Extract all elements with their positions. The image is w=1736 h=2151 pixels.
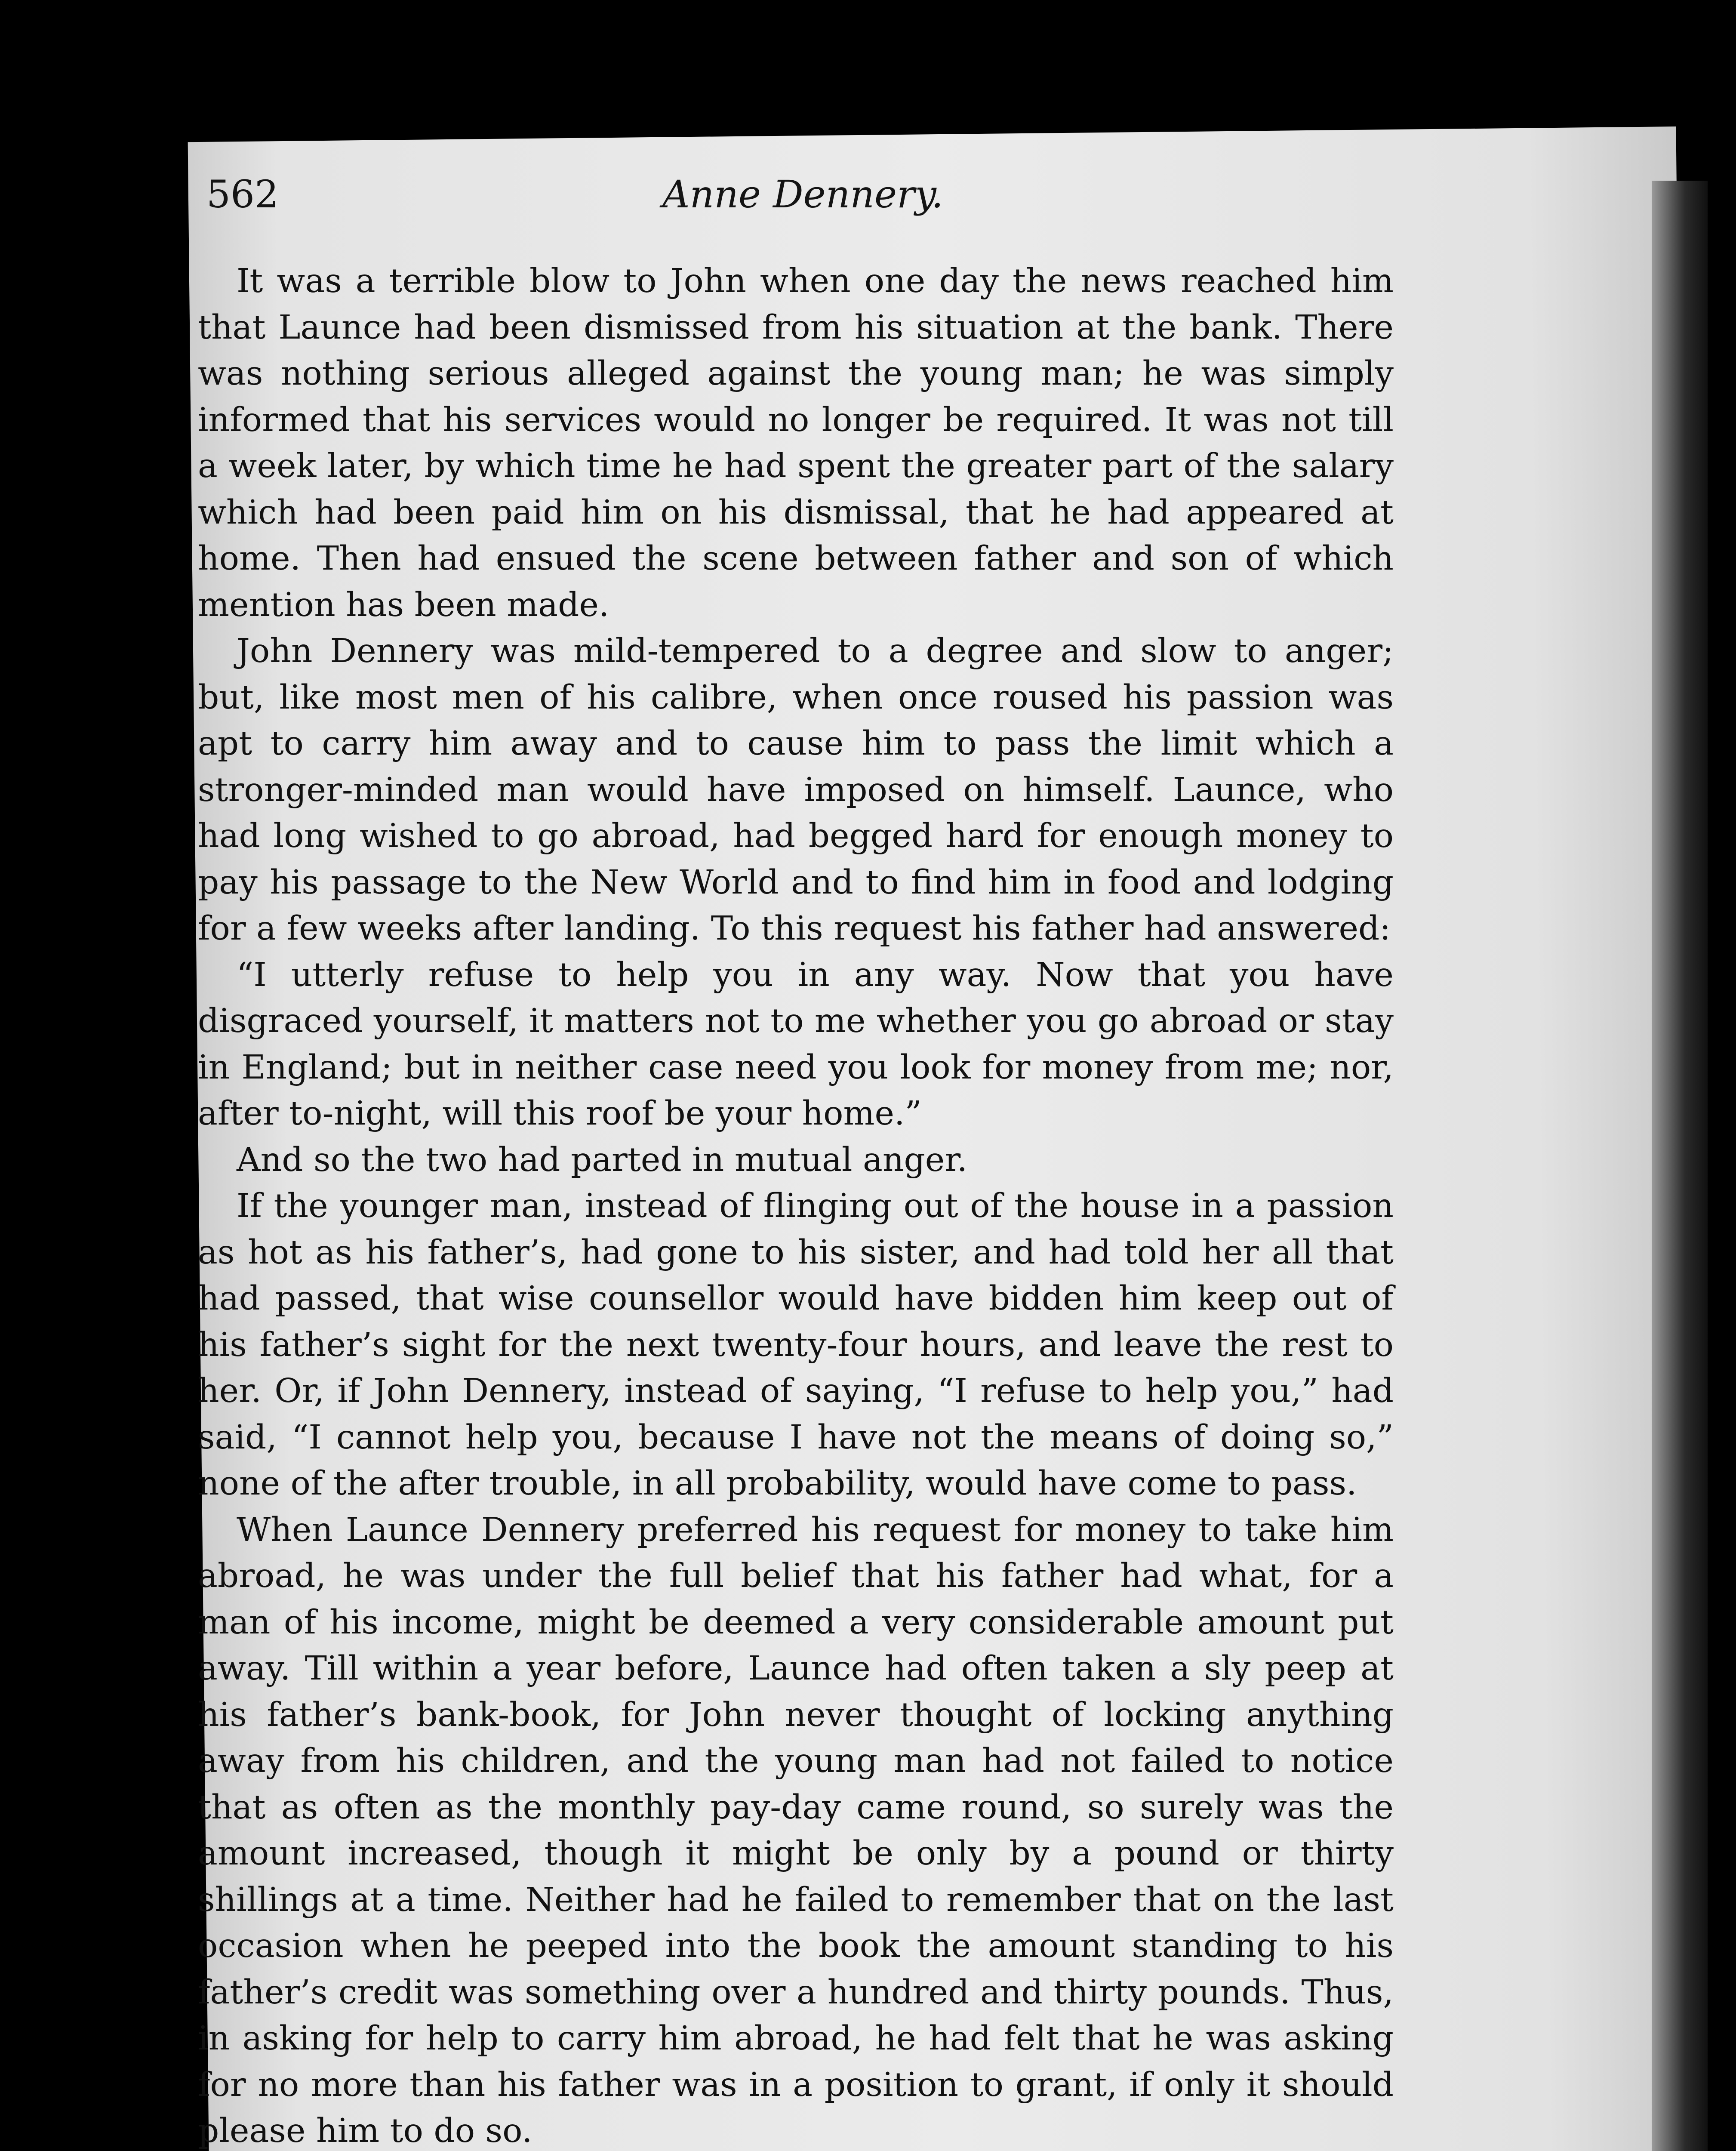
paragraph: If the younger man, instead of flinging out of the house in a passion as hot as his father’s, had gone to his sister, and had told her all that had passed, that wise counsellor would have bidden him keep out of his father’s sight for the next twenty-four hours, and leave the rest to her. Or, if John Dennery, instead of saying, “I refuse to help you,” had said, “I cannot help you, because I have not the means of doing so,” none of the after trouble, in all probability, would have come to pass. bbox=[198, 1187, 1394, 1503]
body-text bbox=[198, 258, 1394, 2151]
paragraph: When Launce Dennery preferred his request for money to take him abroad, he was under the full belief that his father had what, for a man of his income, might be deemed a very considerable amount put away. Till within a year before, Launce had often taken a sly peep at his father’s bank-book, for John never thought of locking anything away from his children, and the young man had not failed to notice that as often as the monthly pay-day came round, so surely was the amount increased, though it might be only by a pound or thirty shillings at a time. Neither had he failed to remember that on the last occasion when he peeped into the book the amount standing to his father’s credit was something over a hundred and thirty pounds. Thus, in asking for help to carry him abroad, he had felt that he was asking for no more than his father was in a position to grant, if only it should please him to do so. bbox=[198, 1510, 1394, 2150]
paragraph: It was a terrible blow to John when one day the news reached him that Launce had been dismissed from his situation at the bank. There was nothing serious alleged against the young man; he was simply informed that his services would no longer be required. It was not till a week later, by which time he had spent the greater part of the salary which had been paid him on his dismissal, that he had appeared at home. Then had ensued the scene between father and son of which mention has been made. bbox=[198, 262, 1394, 624]
running-title: Anne Dennery. bbox=[662, 172, 944, 216]
paragraph: And so the two had parted in mutual anger. bbox=[237, 1140, 968, 1179]
page-number: 562 bbox=[206, 172, 279, 216]
page-header bbox=[206, 155, 1411, 241]
page-gutter-shadow bbox=[1652, 181, 1708, 2151]
paragraph: John Dennery was mild-tempered to a degree and slow to anger; but, like most men of his calibre, when once roused his passion was apt to carry him away and to cause him to pass the limit which a stronger-minded man would have imposed on himself. Launce, who had long wished to go abroad, had begged hard for enough money to pay his passage to the New World and to find him in food and lodging for a few weeks after landing. To this request his father had answered: bbox=[198, 632, 1394, 948]
paragraph: “I utterly refuse to help you in any way. Now that you have disgraced yourself, it matters not to me whether you go abroad or stay in England; but in neither case need you look for money from me; nor, after to-night, will this roof be your home.” bbox=[198, 955, 1394, 1133]
